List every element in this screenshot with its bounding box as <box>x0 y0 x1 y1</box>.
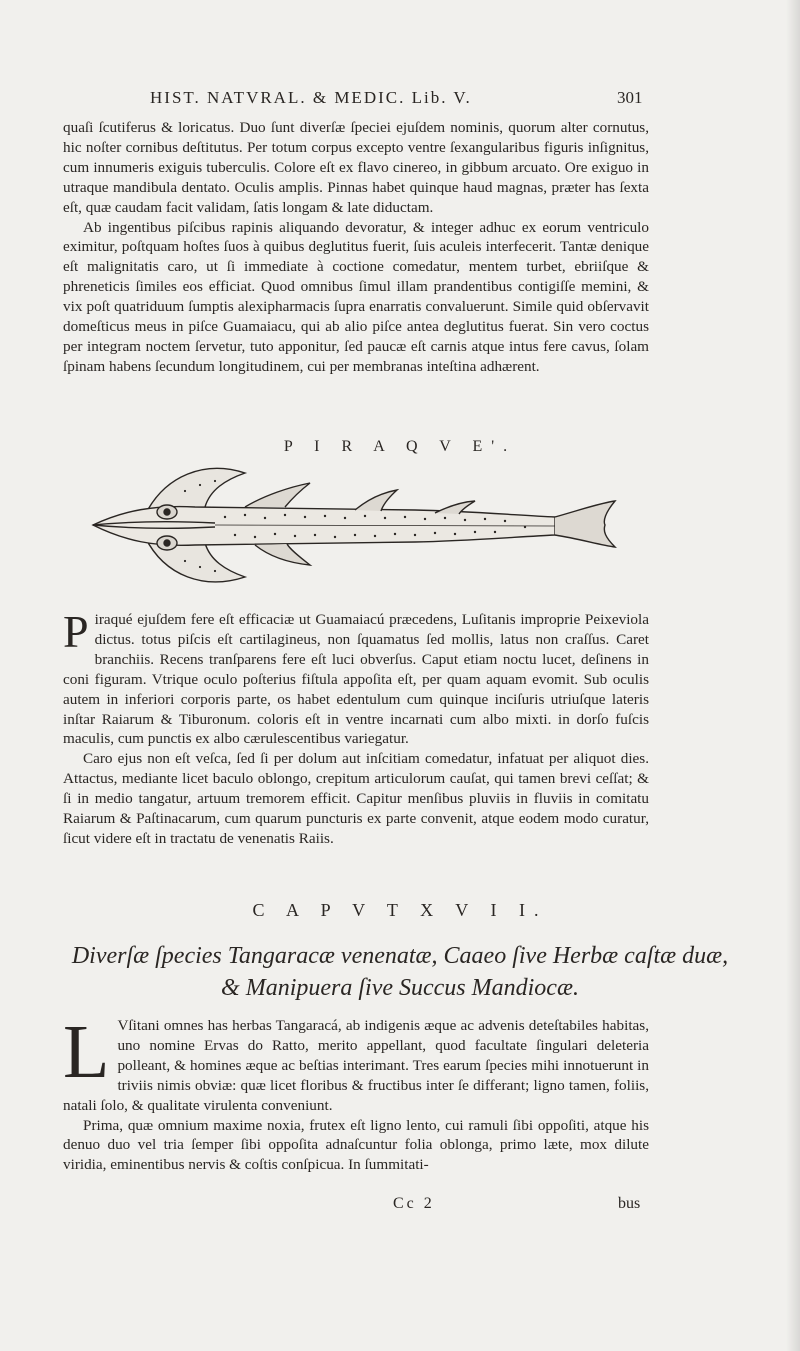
chapter-subtitle <box>0 940 800 1004</box>
figure-title: P I R A Q V E'. <box>283 438 517 455</box>
paragraph: Caro ejus non eſt veſca, ſed ſi per dolum aut inſcitiam comedatur, infatuat per aliquot dies. Attactus, mediante licet baculo oblongo, crepitum articulorum cauſat, qui tamen brevi ceſſat; & ſi in medio tangatur, artuum tremorem efficit. Capitur menſibus pluviis in fluviis in comitatu Raiarum & Paſtinacarum, cum quarum puncturis ex parte convenit, atque eodem modo curatur, ſicut videre eſt in tractatu de venenatis Raiis. <box>63 750 649 847</box>
text-block-piraque <box>63 606 649 849</box>
paragraph <box>63 1010 649 1116</box>
page-edge-shadow <box>786 0 800 1351</box>
text-block-top <box>63 118 649 377</box>
running-title: HIST. NATVRAL. & MEDIC. Lib. V. <box>150 88 472 107</box>
drop-capital: L <box>63 1010 110 1094</box>
chapter-heading: C A P V T X V I I. <box>252 900 548 920</box>
paragraph-text: iraqué ejuſdem fere eſt efficaciæ ut Guamaiacú præcedens, Luſitanis improprie Peixeviola dictus. totus piſcis eſt cartilagineus, non ſquamatus ſed mollis, latus non craſſus. Caret branchiis. Recens tranſparens fere eſt luci obverſus. Caput etiam noctu lucet, deſinens in coni figuram. Vtrique oculo poſterius fiſtula appoſita eſt, per quam aquam evomit. Sub oculis autem in inferiori corporis parte, os habet edentulum cum quinque inciſuris utriuſque lateris inſtar Raiarum & Tiburonum. coloris eſt in ventre incarnati cum albo mixti. in dorſo fuſcis maculis, cum punctis ex albo cærulescentibus variegatur. <box>63 611 649 748</box>
paragraph-text: Vſitani omnes has herbas Tangaracá, ab indigenis æque ac advenis deteſtabiles habitas, uno nomine Ervas do Ratto, merito appellant, quod facultate ſingulari deleteria polleant, & homines æque ac beſtias interimant. Tres earum ſpecies mihi innotuerunt in triviis nimis obviæ: quæ licet floribus & fructibus inter ſe differant; ligno tamen, foliis, natali ſolo, & qualitate virulenta conveniunt. <box>63 1017 649 1114</box>
subtitle-line: Diverſæ ſpecies Tangaracæ venenatæ, Caaeo ſive Herbæ caſtæ duæ, <box>71 943 729 969</box>
page-footer <box>0 1195 800 1217</box>
paragraph: quaſi ſcutiferus & loricatus. Duo ſunt diverſæ ſpeciei ejuſdem nominis, quorum alter cornutus, hic noſter cornibus deſtitutus. Per totum corpus excepto ventre ſexangularibus figuris inſignitus, cum innumeris exiguis tuberculis. Colore eſt ex flavo cinereo, in gibbum arcuato. Ore exiguo in utraque mandibula dentato. Oculis amplis. Pinnas habet quinque haud magnas, præter has ſexta eſt, quæ caudam facit validam, ſatis longam & late diductam. <box>63 119 649 216</box>
paragraph: Ab ingentibus piſcibus rapinis aliquando devoratur, & integer adhuc ex eorum ventriculo eximitur, poſtquam hoſtes ſuos à quibus deglutitus fuerit, ſuis aculeis interfecerit. Tantæ denique eſt malignitatis caro, ut ſi immediate à coctione comedatur, mentem turbet, ebriiſque & phreneticis ſimiles eos efficiat. Quod omnibus ſimul illam prandentibus contigiſſe memini, & vix poſt quatriduum ſumptis alexipharmacis ſupra enarratis convaluerunt. Simile quid obſervavit domeſticus meus in piſce Guamaiacu, qui ab alio piſce antea deglutitus fuerat. Sin vero coctus per integram noctem ſervetur, tuto apponitur, ſed paucæ eſt carnis atque intus fere cavus, ſolam ſpinam habens ſecundum longitudinem, cui per membranas inteſtina adhærent. <box>63 218 649 375</box>
subtitle-line: & Manipuera ſive Succus Mandiocæ. <box>221 975 579 1001</box>
text-block-chapter <box>63 1010 649 1175</box>
fish-engraving-icon <box>85 455 625 595</box>
paragraph <box>63 606 649 749</box>
signature-mark: Cc 2 <box>393 1195 435 1212</box>
running-header <box>0 88 800 114</box>
paragraph: Prima, quæ omnium maxime noxia, frutex eſt ligno lento, cui ramuli ſibi oppoſiti, atque his denuo duo vel tria ſemper ſibi oppoſita adnaſcuntur folia oblonga, primo læte, mox dilute viridia, eminentibus nervis & coſtis conſpicua. In ſummitati- <box>63 1116 649 1174</box>
drop-capital: P <box>63 606 89 657</box>
catchword: bus <box>618 1195 641 1212</box>
page-number: 301 <box>617 88 643 107</box>
